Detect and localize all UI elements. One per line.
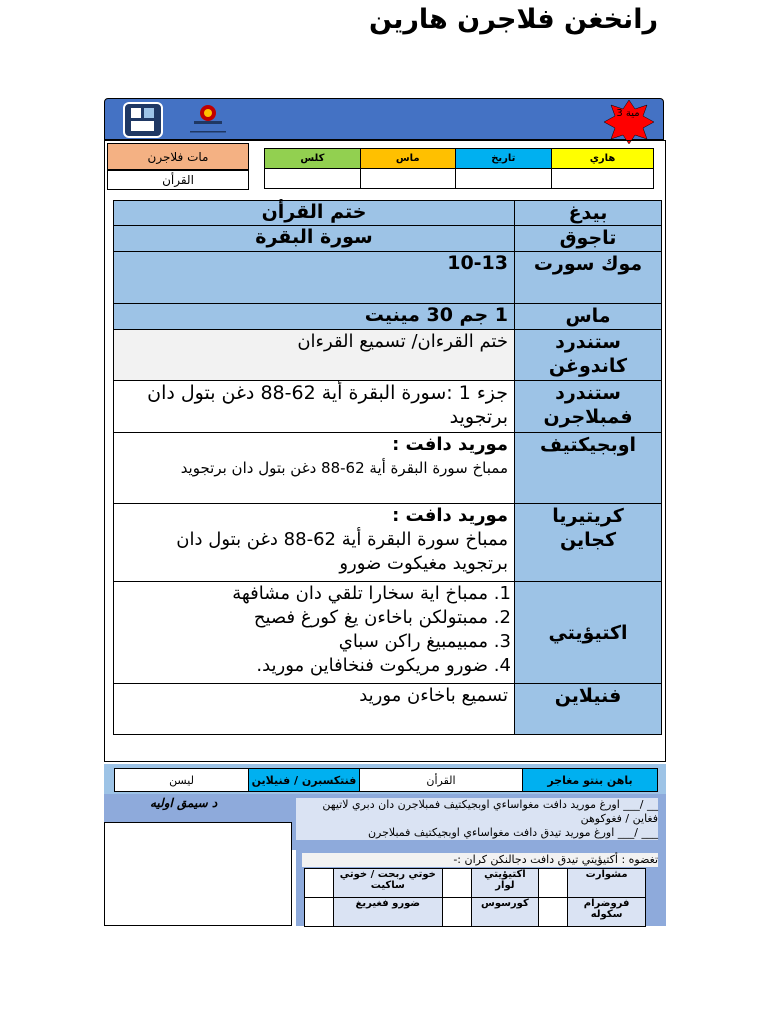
list-item: 3. ممبيمبيغ راكن سباي bbox=[120, 630, 488, 654]
field-label: اوبجيكتيف bbox=[515, 433, 662, 504]
field-label: تاجوق bbox=[515, 226, 662, 252]
class-header: كلس bbox=[265, 149, 361, 169]
reflection-line-achieved[interactable]: __ /___ اورغ موريد دافت مغواساءي اوبجيكتيف فمبلاجرن دان دبري لاتيهن فغاين / فغوكوهن bbox=[322, 798, 658, 825]
ministry-crest-icon bbox=[180, 101, 236, 137]
teaching-aids-label: باهن بنتو مغاجر bbox=[523, 769, 658, 792]
field-value[interactable]: ختم القرأن bbox=[114, 201, 515, 226]
activity-list bbox=[120, 582, 508, 678]
field-value[interactable]: تسميع باخاءن موريد bbox=[114, 684, 515, 735]
time-header: ماس bbox=[360, 149, 455, 169]
field-label: فنيلاين bbox=[515, 684, 662, 735]
field-value[interactable]: جزء 1 :سورة البقرة أية 62-88 دغن بتول دان برتجويد bbox=[114, 381, 515, 433]
checkbox[interactable] bbox=[305, 869, 334, 898]
field-text: ممباخ سورة البقرة أية 62-88 دغن بتول دان برتجويد bbox=[180, 459, 508, 477]
reason-outside-activity: اكتيؤيتي لوار bbox=[471, 869, 539, 898]
reason-escort-teacher: ضورو فغيريغ bbox=[334, 898, 443, 927]
field-value[interactable] bbox=[114, 582, 515, 684]
date-table bbox=[264, 148, 654, 189]
list-item: 1. ممباخ اية سخارا تلقي دان مشافهة bbox=[120, 582, 488, 606]
field-label: موك سورت bbox=[515, 252, 662, 304]
checkbox[interactable] bbox=[539, 898, 568, 927]
school-logo-icon bbox=[123, 102, 163, 138]
subject-label: مات فلاجرن bbox=[107, 143, 249, 170]
reason-meeting: مشوارت bbox=[568, 869, 646, 898]
field-label: اكتيؤيتي bbox=[515, 582, 662, 684]
field-label: ماس bbox=[515, 304, 662, 330]
list-item: 2. ممبتولكن باخاءن يغ كورغ فصيح bbox=[120, 606, 488, 630]
list-item: 4. ضورو مريكوت فنخافاين موريد. bbox=[120, 654, 488, 678]
field-value[interactable]: ختم القرءان/ تسميع القرءان bbox=[114, 330, 515, 381]
field-value[interactable]: 1 جم 30 مينيت bbox=[114, 304, 515, 330]
reason-course: كورسوس bbox=[471, 898, 539, 927]
date-header: تاريخ bbox=[455, 149, 552, 169]
reason-school-program: فروضرام سكوله bbox=[568, 898, 646, 927]
field-value[interactable] bbox=[114, 504, 515, 582]
resources-table bbox=[114, 768, 658, 792]
date-cell[interactable] bbox=[455, 169, 552, 189]
field-text: ممباخ سورة البقرة أية 62-88 دغن بتول دان برتجويد مغيكوت ضورو bbox=[176, 529, 508, 574]
field-subtitle: موريد دافت : bbox=[392, 505, 508, 526]
day-header: هاري bbox=[552, 149, 654, 169]
field-value[interactable]: 10-13 bbox=[114, 252, 515, 304]
time-cell[interactable] bbox=[360, 169, 455, 189]
reason-leave: خوتي ربحت / خوتي ساكيت bbox=[334, 869, 443, 898]
checkbox[interactable] bbox=[442, 898, 471, 927]
checked-by-label: د سيمق اوليه bbox=[150, 796, 218, 810]
field-value[interactable] bbox=[114, 433, 515, 504]
day-cell[interactable] bbox=[552, 169, 654, 189]
week-badge-icon bbox=[604, 100, 654, 144]
lesson-table bbox=[113, 200, 662, 735]
field-label: كريتيريا كجاين bbox=[515, 504, 662, 582]
assessment-value[interactable]: ليسن bbox=[115, 769, 249, 792]
field-label: ستندرد كاندوغن bbox=[515, 330, 662, 381]
teaching-aids-value[interactable]: القرأن bbox=[360, 769, 523, 792]
class-cell[interactable] bbox=[265, 169, 361, 189]
reflection-line-not-achieved[interactable]: ___ /___ اورغ موريد تيدق دافت مغواساءي اوبجيكتيف فمبلاجرن bbox=[367, 826, 658, 839]
field-label: بيدغ bbox=[515, 201, 662, 226]
page-title: رانخغن فلاجرن هارين bbox=[368, 4, 658, 35]
week-badge-label: مية 3 bbox=[616, 108, 640, 119]
subject-value[interactable]: القرأن bbox=[107, 170, 249, 190]
reflection-text bbox=[296, 798, 658, 840]
cancellation-table bbox=[304, 868, 646, 927]
field-label: ستندرد فمبلاجرن bbox=[515, 381, 662, 433]
checkbox[interactable] bbox=[305, 898, 334, 927]
checkbox[interactable] bbox=[442, 869, 471, 898]
signature-box[interactable] bbox=[104, 822, 292, 926]
field-value[interactable]: سورة البقرة bbox=[114, 226, 515, 252]
checkbox[interactable] bbox=[539, 869, 568, 898]
cancellation-header: تغضوه : أكتيؤيتي تيدق دافت دجالنكن كران :- bbox=[302, 853, 658, 867]
field-subtitle: موريد دافت : bbox=[392, 434, 508, 455]
assessment-label: فنتكسبرن / فنيلاين bbox=[249, 769, 360, 792]
